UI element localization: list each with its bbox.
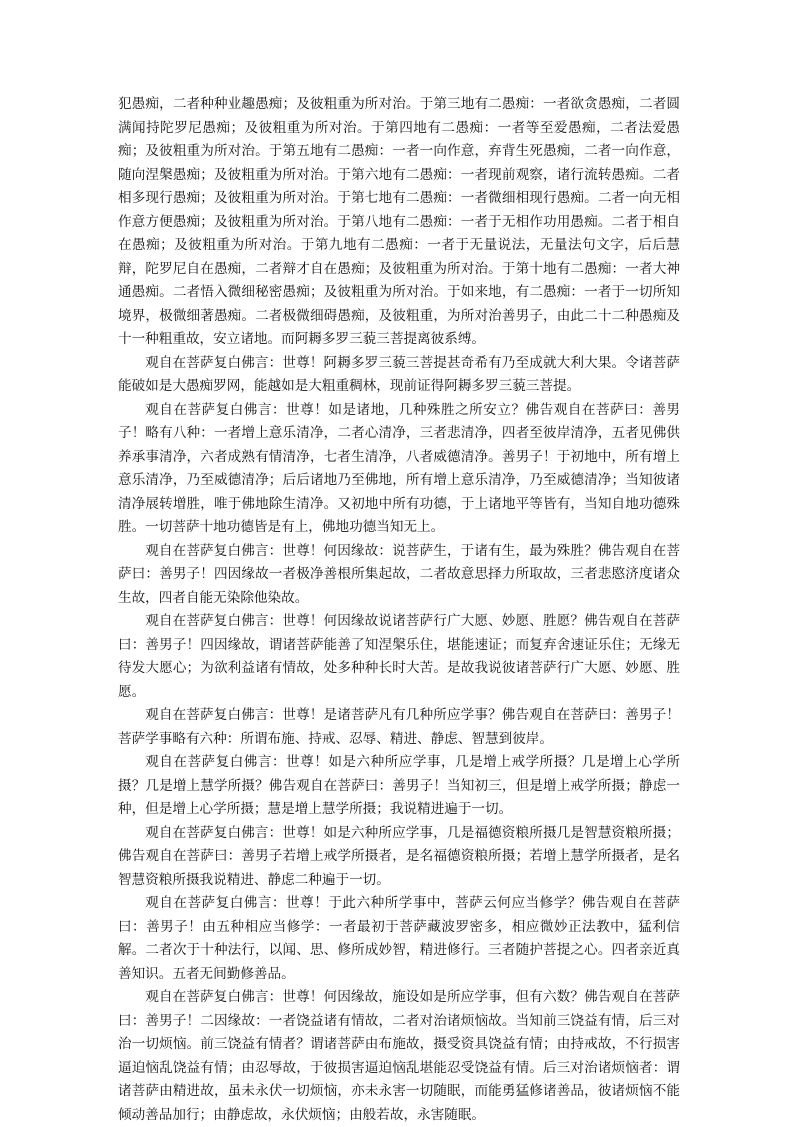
paragraph-1: 犯愚痴，二者种种业趣愚痴；及彼粗重为所对治。于第三地有二愚痴：一者欲贪愚痴，二者圆满闻持陀罗尼愚痴；及彼粗重为所对治。于第四地有二愚痴：一者等至爱愚痴，二者法爱愚痴；及彼粗重为所对治。于第五地有二愚痴：一者一向作意，弃背生死愚痴，二者一向作意，随向涅槃愚痴；及彼粗重为所对治。于第六地有二愚痴：一者现前观察，诸行流转愚痴。二者相多现行愚痴；及彼粗重为所对治。于第七地有二愚痴：一者微细相现行愚痴。二者一向无相作意方便愚痴；及彼粗重为所对治。于第八地有二愚痴：一者于无相作功用愚痴。二者于相自在愚痴；及彼粗重为所对治。于第九地有二愚痴：一者于无量说法，无量法句文字，后后慧辩，陀罗尼自在愚痴，二者辩才自在愚痴；及彼粗重为所对治。于第十地有二愚痴：一者大神通愚痴。二者悟入微细秘密愚痴；及彼粗重为所对治。于如来地，有二愚痴：一者于一切所知境界，极微细著愚痴。二者极微细碍愚痴，及彼粗重，为所对治善男子，由此二十二种愚痴及十一种粗重故，安立诸地。而阿耨多罗三藐三菩提离彼系缚。 (118, 96, 680, 347)
paragraph-7: 观自在菩萨复白佛言：世尊！如是六种所应学事，几是增上戒学所摄？几是增上心学所摄？几是增上慧学所摄？佛告观自在菩萨曰：善男子！当知初三，但是增上戒学所摄；静虑一种，但是增上心学所摄；慧是增上慧学所摄；我说精进遍于一切。 (118, 754, 680, 817)
paragraph-4: 观自在菩萨复白佛言：世尊！何因缘故：说菩萨生，于诸有生，最为殊胜？佛告观自在菩萨曰：善男子！四因缘故一者极净善根所集起故，二者故意思择力所取故，三者悲愍济度诸众生故，四者自能无染除他染故。 (118, 542, 680, 606)
paragraph-9: 观自在菩萨复白佛言：世尊！于此六种所学事中，菩萨云何应当修学？佛告观自在菩萨曰：善男子！由五种相应当修学：一者最初于菩萨藏波罗密多，相应微妙正法教中，猛利信解。二者次于十种法行，以闻、思、修所成妙智，精进修行。三者随护菩提之心。四者亲近真善知识。五者无间勤修善品。 (118, 895, 680, 982)
paragraph-6: 观自在菩萨复白佛言：世尊！是诸菩萨凡有几种所应学事？佛告观自在菩萨曰：善男子！菩萨学事略有六种：所谓布施、持戒、忍辱、精进、静虑、智慧到彼岸。 (118, 707, 680, 747)
document-page (118, 93, 680, 1127)
paragraph-5: 观自在菩萨复白佛言：世尊！何因缘故说诸菩萨行广大愿、妙愿、胜愿？佛告观自在菩萨曰：善男子！四因缘故，谓诸菩萨能善了知涅槃乐住，堪能速证；而复弃舍速证乐住；无缘无待发大愿心；为欲利益诸有情故，处多种种长时大苦。是故我说彼诸菩萨行广大愿、妙愿、胜愿。 (118, 613, 680, 700)
paragraph-2: 观自在菩萨复白佛言：世尊！阿耨多罗三藐三菩提甚奇希有乃至成就大利大果。令诸菩萨能破如是大愚痴罗网，能越如是大粗重稠林，现前证得阿耨多罗三藐三菩提。 (118, 354, 680, 394)
paragraph-10: 观自在菩萨复白佛言：世尊！何因缘故，施设如是所应学事，但有六数？佛告观自在菩萨曰：善男子！二因缘故：一者饶益诸有情故，二者对治诸烦恼故。当知前三饶益有情，后三对治一切烦恼。前三饶益有情者？谓诸菩萨由布施故，摄受资具饶益有情；由持戒故，不行损害逼迫恼乱饶益有情；由忍辱故，于彼损害逼迫恼乱堪能忍受饶益有情。后三对治诸烦恼者：谓诸菩萨由精进故，虽未永伏一切烦恼，亦未永害一切随眠，而能勇猛修诸善品，彼诸烦恼不能倾动善品加行；由静虑故，永伏烦恼；由般若故，永害随眠。 (118, 989, 680, 1123)
paragraph-3: 观自在菩萨复白佛言：世尊！如是诸地，几种殊胜之所安立？佛告观自在菩萨曰：善男子！略有八种：一者增上意乐清净，二者心清净，三者悲清净，四者至彼岸清净，五者见佛供养承事清净，六者成熟有情清净，七者生清净，八者威德清净。善男子！于初地中，所有增上意乐清净，乃至威德清净；后后诸地乃至佛地，所有增上意乐清净，乃至威德清净；当知彼诸清净展转增胜，唯于佛地除生清净。又初地中所有功德，于上诸地平等皆有，当知自地功德殊胜。一切菩萨十地功德皆是有上，佛地功德当知无上。 (118, 401, 680, 535)
paragraph-8: 观自在菩萨复白佛言：世尊！如是六种所应学事，几是福德资粮所摄几是智慧资粮所摄；佛告观自在菩萨曰：善男子若增上戒学所摄者，是名福德资粮所摄；若增上慧学所摄者，是名智慧资粮所摄我说精进、静虑二种遍于一切。 (118, 824, 680, 888)
